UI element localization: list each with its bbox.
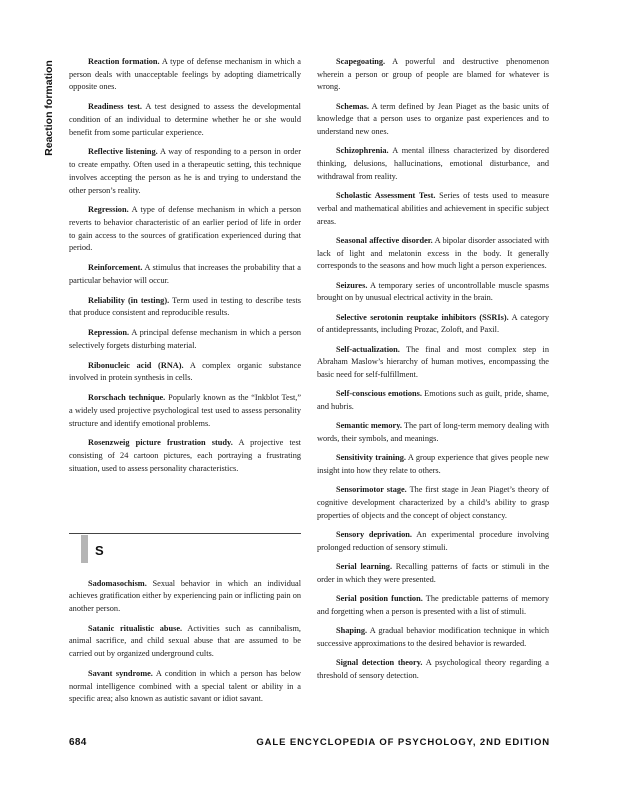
entry-definition: The final and most complex step in Abraham Maslow’s hierarchy of human motives, encompassing the basic need for self-fulfillment. [317,344,549,379]
left-column [69,56,301,713]
glossary-entry [69,327,301,352]
entry-term: Signal detection theory. [336,657,423,667]
entry-definition: A principal defense mechanism in which a person selectively forgets disturbing material. [69,328,301,350]
glossary-entry [69,623,301,661]
entry-term: Schemas. [336,101,369,111]
glossary-entry [317,625,549,650]
glossary-entry [69,578,301,616]
entry-definition: A group experience that gives people new insight into how they relate to others. [317,453,550,475]
entry-term: Self-conscious emotions. [336,389,422,399]
entry-term: Repression. [88,328,130,338]
glossary-entry [317,561,549,586]
glossary-entry [317,101,549,139]
glossary-entry [69,437,301,475]
section-header-s [69,533,301,564]
book-title: GALE ENCYCLOPEDIA OF PSYCHOLOGY, 2ND EDITION [256,737,550,748]
entry-term: Sadomasochism. [88,578,147,588]
entry-term: Ribonucleic acid (RNA). [88,360,184,370]
entry-definition: A stimulus that increases the probability that a particular behavior will occur. [69,263,301,285]
glossary-entry [317,190,549,228]
entry-term: Sensitivity training. [336,453,406,463]
section-marker-bar [81,535,88,563]
left-entries-s [69,578,301,707]
entry-term: Rosenzweig picture frustration study. [88,438,233,448]
entry-term: Rorschach technique. [88,393,166,403]
entry-definition: Series of tests used to measure verbal and mathematical abilities and achievement in specific subject areas. [317,191,550,226]
entry-definition: A psychological theory regarding a threshold of sensory detection. [317,657,549,680]
entry-definition: A type of defense mechanism in which a person deals with unacceptable feelings by adopting diametrically opposite ones. [69,57,301,92]
glossary-entry [69,262,301,287]
glossary-entry [69,56,301,94]
entry-definition: A type of defense mechanism in which a person reverts to behavior characteristic of an earlier period of life in order to gain access to the sources of gratification experienced during that period. [69,205,301,253]
entry-term: Satanic ritualistic abuse. [88,623,183,633]
glossary-entry [317,280,549,305]
right-entries [317,56,549,682]
entry-term: Reliability (in testing). [88,295,170,305]
entry-term: Readiness test. [88,102,142,112]
entry-term: Semantic memory. [336,421,402,431]
entry-definition: The predictable patterns of memory and forgetting when a person is presented with a list of stimuli. [317,593,549,616]
entry-term: Schizophrenia. [336,146,389,156]
glossary-entry [317,388,549,413]
entry-definition: A powerful and destructive phenomenon wherein a person or group of people are blamed for whatever is wrong. [317,57,549,92]
entry-definition: A test designed to assess the developmental condition of an individual to determine whether he or she would benefit from some particular experience. [69,102,301,137]
glossary-entry [317,235,549,273]
glossary-entry [317,593,549,618]
entry-term: Serial learning. [336,561,393,571]
glossary-entry [317,484,549,522]
entry-term: Reflective listening. [88,147,158,157]
left-entries-r [69,56,301,476]
entry-term: Seizures. [336,280,368,290]
entry-term: Shaping. [336,625,368,635]
entry-term: Seasonal affective disorder. [336,235,433,245]
entry-term: Scapegoating. [336,57,386,66]
entry-term: Sensory deprivation. [336,529,412,539]
entry-definition: A category of antidepressants, including Prozac, Zoloft, and Paxil. [317,312,549,335]
glossary-entry [69,392,301,430]
entry-term: Scholastic Assessment Test. [336,191,436,201]
glossary-entry [69,295,301,320]
entry-definition: Popularly known as the “Inkblot Test,” a widely used projective psychological test used to assess personality structure and identify emotional problems. [69,393,302,428]
entry-definition: A way of responding to a person in order to create empathy. Often used in a therapeutic setting, this technique involves accepting the person as he is and trying to understand the other person’s reality. [69,147,301,195]
entry-term: Sensorimotor stage. [336,485,407,495]
glossary-entry [317,657,549,682]
entry-definition: Activities such as cannibalism, animal sacrifice, and child sexual abuse that are assumed to be carried out by organized underground cults. [69,623,301,659]
glossary-entry [69,668,301,706]
glossary-entry [317,312,549,337]
entry-definition: A mental illness characterized by disordered thinking, delusions, hallucinations, emotional disturbance, and withdrawal from reality. [317,146,549,181]
entry-term: Savant syndrome. [88,668,153,678]
glossary-entry [317,529,549,554]
entry-definition: A gradual behavior modification technique in which successive approximations to the desired behavior is rewarded. [317,625,550,648]
entry-definition: A projective test consisting of 24 cartoon pictures, each portraying a frustrating situation, used to assess personality characteristics. [69,438,301,473]
entry-term: Selective serotonin reuptake inhibitors (SSRIs). [336,312,509,322]
page-footer [69,737,550,748]
entry-term: Self-actualization. [336,344,400,354]
entry-term: Reinforcement. [88,263,143,273]
entry-definition: A bipolar disorder associated with lack of light and melatonin excess in the body. It generally corresponds to the seasons and how much light a person experiences. [317,235,549,271]
glossary-entry [69,204,301,255]
entry-definition: A temporary series of uncontrollable muscle spasms brought on by unusual electrical activity in the brain. [317,280,549,303]
running-head-text: Reaction formation [43,60,55,156]
entry-definition: Term used in testing to describe tests that produce consistent and reproducible results. [69,295,301,318]
glossary-entry [69,360,301,385]
entry-definition: The part of long-term memory dealing with words, their symbols, and meanings. [317,421,549,443]
entry-definition: An experimental procedure involving prolonged reduction of sensory stimuli. [317,529,549,552]
entry-definition: A term defined by Jean Piaget as the basic units of knowledge that a person uses to organize past experiences and to understand new ones. [317,101,550,137]
entry-term: Regression. [88,205,129,215]
glossary-entry [69,146,301,197]
page-number: 684 [69,737,87,748]
right-column [317,56,549,689]
section-letter: S [95,542,104,558]
entry-definition: Recalling patterns of facts or stimuli in the order in which they were presented. [317,561,550,584]
glossary-entry [317,145,549,183]
entry-definition: A complex organic substance involved in protein synthesis in cells. [69,360,302,383]
glossary-entry [69,101,301,139]
entry-definition: Emotions such as guilt, pride, shame, and hubris. [317,389,549,411]
entry-term: Serial position function. [336,593,423,603]
entry-definition: A condition in which a person has below normal intelligence combined with a special talent or ability in a specific area; also known as autistic savant or idiot savant. [69,668,301,704]
running-head-side-tab [42,62,56,154]
glossary-entry [317,420,549,445]
entry-term: Reaction formation. [88,57,160,66]
glossary-entry [317,344,549,382]
entry-definition: Sexual behavior in which an individual achieves gratification either by experiencing pain or inflicting pain on another person. [69,578,301,613]
entry-definition: The first stage in Jean Piaget’s theory of cognitive development characterized by a child’s ability to grasp properties of objects and the concept of object constancy. [317,485,549,520]
glossary-entry [317,452,549,477]
glossary-entry [317,56,549,94]
